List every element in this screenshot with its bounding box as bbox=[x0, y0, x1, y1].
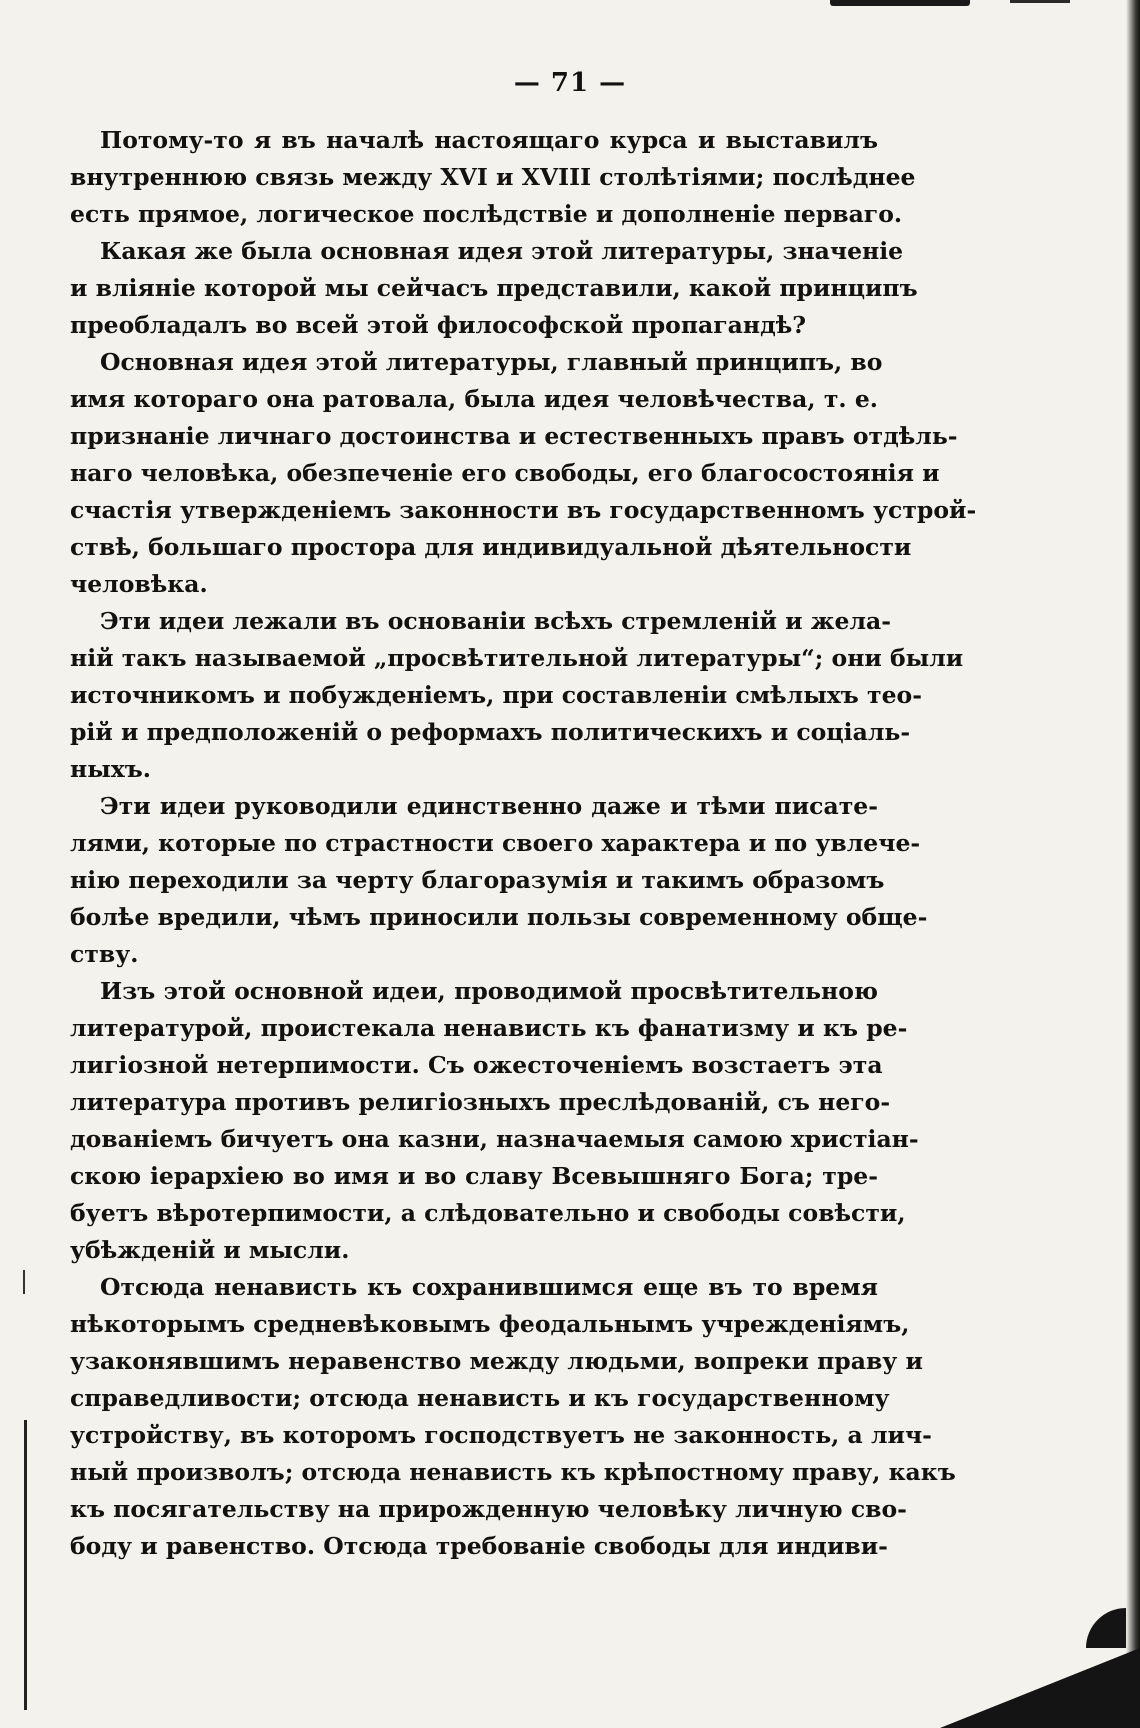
text-line: признаніе личнаго достоинства и естественныхъ правъ отдѣль- bbox=[70, 422, 958, 450]
text-line: къ посягательству на прирожденную человѣку личную сво- bbox=[70, 1495, 907, 1523]
text-line: ствѣ, большаго простора для индивидуальной дѣятельности bbox=[70, 533, 912, 561]
text-line: убѣжденій и мысли. bbox=[70, 1236, 350, 1264]
text-line: Изъ этой основной идеи, проводимой просвѣтительною bbox=[100, 977, 878, 1005]
text-line: человѣка. bbox=[70, 570, 208, 598]
text-line: справедливости; отсюда ненависть и къ государственному bbox=[70, 1384, 890, 1412]
text-line: Эти идеи лежали въ основаніи всѣхъ стремленій и жела- bbox=[100, 607, 892, 635]
scan-artifact-left-tick bbox=[23, 1270, 25, 1294]
body-text bbox=[70, 122, 977, 1565]
scan-artifact-corner-curl bbox=[1086, 1608, 1126, 1648]
text-line: Какая же была основная идея этой литературы, значеніе bbox=[100, 237, 904, 265]
scan-artifact-corner bbox=[940, 1648, 1140, 1728]
text-line: нѣкоторымъ средневѣковымъ феодальнымъ учрежденіямъ, bbox=[70, 1310, 910, 1338]
text-line: и вліяніе которой мы сейчасъ представили, какой принципъ bbox=[70, 274, 918, 302]
scan-artifact-right-edge bbox=[1126, 0, 1140, 1728]
text-line: ству. bbox=[70, 940, 139, 968]
text-line: лигіозной нетерпимости. Съ ожесточеніемъ возстаетъ эта bbox=[70, 1051, 883, 1079]
text-line: есть прямое, логическое послѣдствіе и дополненіе перваго. bbox=[70, 200, 903, 228]
text-line: буетъ вѣротерпимости, а слѣдовательно и свободы совѣсти, bbox=[70, 1199, 906, 1227]
text-line: Основная идея этой литературы, главный принципъ, во bbox=[100, 348, 883, 376]
scan-artifact-top bbox=[830, 0, 970, 6]
text-line: ныхъ. bbox=[70, 755, 151, 783]
text-line: Эти идеи руководили единственно даже и тѣми писате- bbox=[100, 792, 878, 820]
text-line: болѣе вредили, чѣмъ приносили пользы современному обще- bbox=[70, 903, 928, 931]
text-line: Отсюда ненависть къ сохранившимся еще въ то время bbox=[100, 1273, 878, 1301]
text-line: литературой, проистекала ненависть къ фанатизму и къ ре- bbox=[70, 1014, 908, 1042]
text-line: устройству, въ которомъ господствуетъ не законность, а лич- bbox=[70, 1421, 932, 1449]
text-line: имя котораго она ратовала, была идея человѣчества, т. е. bbox=[70, 385, 878, 413]
text-line: Потому-то я въ началѣ настоящаго курса и выставилъ bbox=[100, 126, 878, 154]
text-line: скою іерархіею во имя и во славу Всевышняго Бога; тре- bbox=[70, 1162, 878, 1190]
scan-artifact-left-line bbox=[24, 1420, 27, 1710]
text-line: нію переходили за черту благоразумія и такимъ образомъ bbox=[70, 866, 885, 894]
text-line: узаконявшимъ неравенство между людьми, вопреки праву и bbox=[70, 1347, 923, 1375]
text-line: рій и предположеній о реформахъ политическихъ и соціаль- bbox=[70, 718, 911, 746]
text-line: преобладалъ во всей этой философской пропагандѣ? bbox=[70, 311, 807, 339]
text-line: наго человѣка, обезпеченіе его свободы, его благосостоянія и bbox=[70, 459, 940, 487]
text-line: литература противъ религіозныхъ преслѣдованій, съ него- bbox=[70, 1088, 891, 1116]
text-line: счастія утвержденіемъ законности въ государственномъ устрой- bbox=[70, 496, 977, 524]
text-line: лями, которые по страстности своего характера и по увлече- bbox=[70, 829, 921, 857]
scan-artifact-top-small bbox=[1010, 0, 1070, 3]
text-line: дованіемъ бичуетъ она казни, назначаемыя самою христіан- bbox=[70, 1125, 919, 1153]
text-line: ный произволъ; отсюда ненависть къ крѣпостному праву, какъ bbox=[70, 1458, 956, 1486]
text-line: внутреннюю связь между XVI и XVIII столѣтіями; послѣднее bbox=[70, 163, 916, 191]
page-number: — 71 — bbox=[513, 68, 627, 98]
text-line: боду и равенство. Отсюда требованіе свободы для индиви- bbox=[70, 1532, 888, 1560]
text-line: источникомъ и побужденіемъ, при составленіи смѣлыхъ тео- bbox=[70, 681, 922, 709]
text-line: ній такъ называемой „просвѣтительной литературы“; они были bbox=[70, 644, 964, 672]
